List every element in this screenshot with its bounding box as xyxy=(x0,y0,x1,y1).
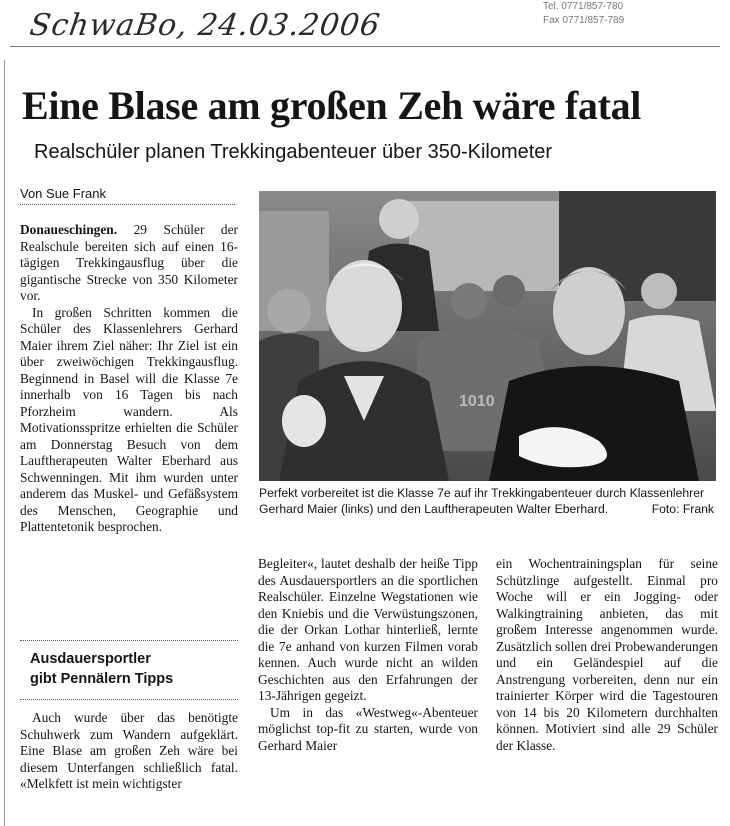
contact-numbers xyxy=(543,0,624,28)
paragraph-5: Um in das «Westweg«-Abenteuer möglichst top-fit zu starten, wurde von Gerhard Maier xyxy=(258,704,478,753)
handwritten-date-note: SchwaBo, 24.03.2006 xyxy=(27,8,383,43)
subheadline: Realschüler planen Trekkingabenteuer über 350-Kilometer xyxy=(34,141,553,163)
article-column-3 xyxy=(496,556,718,754)
photo-credit: Foto: Frank xyxy=(651,501,714,516)
paragraph-2: In großen Schritten kommen die Schüler des Klassenlehrers Gerhard Maier ihrem Ziel näher: Ihr Ziel ist ein über zweiwöchigen Trekkingausflug. Beginnend in Basel will die Klasse 7e innerhalb von 16 Tagen bis nach Pforzheim wandern. Als Motivationsspritze erhielten die Schüler am Donnerstag Besuch von dem Lauftherapeuten Walter Eberhard aus Schwenningen. Mit ihm wurden unter anderem das Muskel- und Gefäßsystem des Menschen, Geographie und Plattentetonik besprochen. xyxy=(20,304,238,534)
shirt-print: 1010 xyxy=(459,393,495,410)
lead-location: Donaueschingen. xyxy=(20,222,118,237)
photo-illustration xyxy=(259,191,716,481)
fax-number: Fax 0771/857-789 xyxy=(543,15,625,26)
headline: Eine Blase am großen Zeh wäre fatal xyxy=(22,83,642,128)
paragraph-1 xyxy=(20,222,238,305)
intertitle-line-1: Ausdauersportler xyxy=(30,651,151,667)
photo-caption xyxy=(259,486,716,517)
tel-number: Tel. 0771/857-780 xyxy=(543,1,624,12)
article-column-1-continued xyxy=(20,710,238,793)
article-column-1 xyxy=(20,222,238,536)
column-rule xyxy=(4,60,5,826)
byline: Von Sue Frank xyxy=(20,186,235,205)
intertitle xyxy=(20,640,238,700)
article-photo xyxy=(259,191,716,481)
caption-text: Perfekt vorbereitet ist die Klasse 7e auf ihr Trekkingabenteuer durch Klassenlehrer Gerhard Maier (links) und den Lauftherapeuten Walter Eberhard. xyxy=(259,486,705,516)
article-column-2 xyxy=(258,556,478,754)
paragraph-4: Begleiter«, lautet deshalb der heiße Tipp des Ausdauersportlers an die sportlichen Realschüler. Einzelne Wegstationen wie den Kniebis und die Verwüstungszonen, die der Orkan Lothar hinterließ, lernte die 7e anhand von kurzen Filmen vorab kennen. Auch wurde nicht an wilden Geschichten aus den Erfahrungen der 13-Jährigen gegeizt. xyxy=(258,556,478,703)
paragraph-3: Auch wurde über das benötigte Schuhwerk zum Wandern aufgeklärt. Eine Blase am großen Zeh wäre bei diesem Unterfangen schließlich fatal. «Melkfett ist mein wichtigster xyxy=(20,710,238,791)
handwritten-underline xyxy=(10,46,720,47)
intertitle-line-2: gibt Pennälern Tipps xyxy=(30,671,174,687)
paragraph-6: ein Wochentrainingsplan für seine Schützlinge aufgestellt. Einmal pro Woche will er ein Jogging- oder Walkingtraining anbieten, das mit großem Interesse angenommen wurde. Zusätzlich sollen drei Probewanderungen und ein Geländespiel auf die Anstrengung vorbereiten, denn nur ein trainierter Körper wird die Tagestouren von 14 bis 20 Kilometern durchhalten können. Motiviert sind alle 29 Schüler der Klasse. xyxy=(496,556,718,753)
paragraph-1-text: 29 Schüler der Realschule bereiten sich auf einen 16-tägigen Trekkingausflug über die gigantische Strecke von 350 Kilometer vor. xyxy=(20,222,238,303)
